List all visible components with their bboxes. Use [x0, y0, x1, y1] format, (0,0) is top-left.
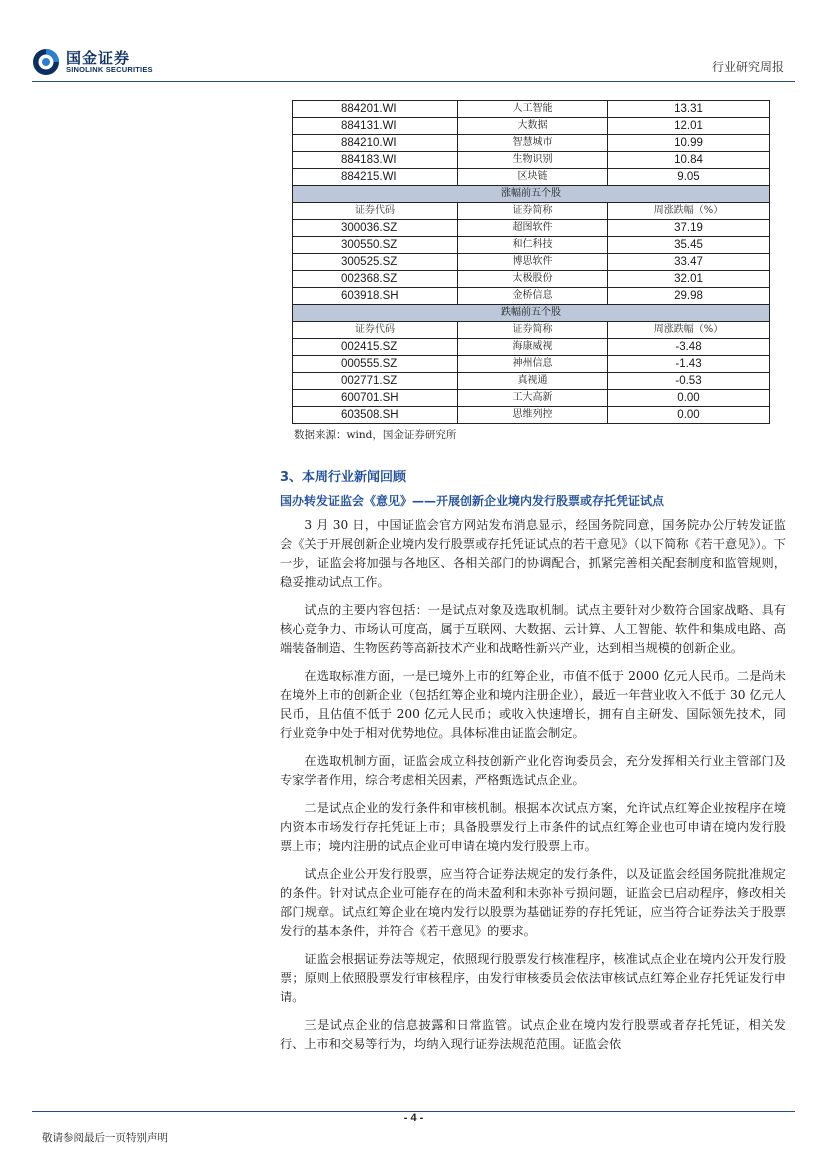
table-row	[293, 407, 770, 424]
table-cell: 大数据	[458, 118, 608, 135]
table-cell: 884131.WI	[293, 118, 458, 135]
paragraph: 3 月 30 日，中国证监会官方网站发布消息显示，经国务院同意，国务院办公厅转发证监会《关于开展创新企业境内发行股票或存托凭证试点的若干意见》（以下简称《若干意见》）。下一步，证监会将加强与各地区、各相关部门的协调配合，抓紧完善相关配套制度和监管规则，稳妥推动试点工作。	[280, 518, 786, 589]
table-cell: 0.00	[608, 390, 770, 407]
table-row	[293, 390, 770, 407]
table-cell: -1.43	[608, 356, 770, 373]
table-section-header	[293, 305, 770, 322]
table-cell: 博思软件	[458, 254, 608, 271]
table-cell: 300036.SZ	[293, 220, 458, 237]
sinolink-logo-icon	[32, 48, 60, 76]
table-cell: 证券简称	[458, 322, 608, 339]
table-row	[293, 271, 770, 288]
table-row	[293, 220, 770, 237]
table-cell: 000555.SZ	[293, 356, 458, 373]
table-cell: 0.00	[608, 407, 770, 424]
logo-text-cn: 国金证券	[66, 49, 131, 67]
table-cell: 智慧城市	[458, 135, 608, 152]
table-cell: 32.01	[608, 271, 770, 288]
table-cell: 生物识别	[458, 152, 608, 169]
paragraph: 二是试点企业的发行条件和审核机制。根据本次试点方案，允许试点红筹企业按程序在境内资本市场发行存托凭证上市；具备股票发行上市条件的试点红筹企业也可申请在境内发行股票上市；境内注册的试点企业可申请在境内发行股票上市。	[280, 801, 786, 853]
table-cell: 884215.WI	[293, 169, 458, 186]
table-row	[293, 237, 770, 254]
table-cell: 思维列控	[458, 407, 608, 424]
table-cell: 884201.WI	[293, 101, 458, 118]
stock-performance-table	[292, 100, 770, 424]
table-cell: 35.45	[608, 237, 770, 254]
table-cell: 神州信息	[458, 356, 608, 373]
table-column-headers	[293, 322, 770, 339]
table-cell: 周涨跌幅（%）	[608, 203, 770, 220]
table-cell: 884183.WI	[293, 152, 458, 169]
table-cell: 10.99	[608, 135, 770, 152]
header-divider	[32, 81, 795, 82]
table-row	[293, 254, 770, 271]
table-cell: 证券代码	[293, 203, 458, 220]
report-type-label: 行业研究周报	[711, 60, 784, 74]
table-cell: -3.48	[608, 339, 770, 356]
table-cell: 002368.SZ	[293, 271, 458, 288]
page-number: - 4 -	[403, 1112, 424, 1124]
table-row	[293, 152, 770, 169]
table-cell: 和仁科技	[458, 237, 608, 254]
table-cell: 29.98	[608, 288, 770, 305]
table-cell: 超图软件	[458, 220, 608, 237]
table-section-header	[293, 186, 770, 203]
table-cell: 33.47	[608, 254, 770, 271]
section-title: 3、本周行业新闻回顾	[280, 470, 407, 485]
table-row	[293, 356, 770, 373]
disclaimer-note: 敬请参阅最后一页特别声明	[42, 1132, 168, 1144]
table-cell: 300550.SZ	[293, 237, 458, 254]
article-body	[280, 516, 786, 1063]
section-header-cell: 跌幅前五个股	[293, 305, 770, 322]
table-cell: 37.19	[608, 220, 770, 237]
table-cell: 603918.SH	[293, 288, 458, 305]
table-cell: 002771.SZ	[293, 373, 458, 390]
news-subtitle: 国办转发证监会《意见》——开展创新企业境内发行股票或存托凭证试点	[280, 494, 665, 508]
table-row	[293, 101, 770, 118]
table-row	[293, 169, 770, 186]
table-cell: 13.31	[608, 101, 770, 118]
paragraph: 在选取标准方面，一是已境外上市的红筹企业，市值不低于 2000 亿元人民币。二是尚未在境外上市的创新企业（包括红筹企业和境内注册企业），最近一年营业收入不低于 30 亿元人民币，且估值不低于 200 亿元人民币；或收入快速增长，拥有自主研发、国际领先技术，同行业竞争中处于相对优势地位。具体标准由证监会制定。	[280, 669, 786, 740]
table-cell: 周涨跌幅（%）	[608, 322, 770, 339]
company-logo	[32, 46, 162, 78]
table-cell: 600701.SH	[293, 390, 458, 407]
data-source-note: 数据来源：wind，国金证券研究所	[294, 429, 457, 441]
paragraph: 三是试点企业的信息披露和日常监管。试点企业在境内发行股票或者存托凭证，相关发行、上市和交易等行为，均纳入现行证券法规范范围。证监会依	[280, 1018, 786, 1051]
logo-text-en: SINOLINK SECURITIES	[66, 65, 153, 74]
paragraph: 在选取机制方面，证监会成立科技创新产业化咨询委员会，充分发挥相关行业主管部门及专家学者作用，综合考虑相关因素，严格甄选试点企业。	[280, 754, 786, 787]
paragraph: 试点企业公开发行股票，应当符合证券法规定的发行条件，以及证监会经国务院批准规定的条件。针对试点企业可能存在的尚未盈利和未弥补亏损问题，证监会已启动程序，修改相关部门规章。试点红筹企业在境内发行以股票为基础证券的存托凭证，应当符合证券法关于股票发行的基本条件，并符合《若干意见》的要求。	[280, 867, 786, 938]
paragraph: 试点的主要内容包括：一是试点对象及选取机制。试点主要针对少数符合国家战略、具有核心竞争力、市场认可度高，属于互联网、大数据、云计算、人工智能、软件和集成电路、高端装备制造、生物医药等高新技术产业和战略性新兴产业，达到相当规模的创新企业。	[280, 603, 786, 655]
table-cell: 工大高新	[458, 390, 608, 407]
table-row	[293, 118, 770, 135]
table-cell: 人工智能	[458, 101, 608, 118]
table-cell: 002415.SZ	[293, 339, 458, 356]
table-cell: 区块链	[458, 169, 608, 186]
table-cell: 603508.SH	[293, 407, 458, 424]
table-row	[293, 135, 770, 152]
table-cell: 金桥信息	[458, 288, 608, 305]
table-column-headers	[293, 203, 770, 220]
table-cell: 证券代码	[293, 322, 458, 339]
table-row	[293, 288, 770, 305]
table-cell: -0.53	[608, 373, 770, 390]
table-cell: 12.01	[608, 118, 770, 135]
table-row	[293, 373, 770, 390]
table-cell: 太极股份	[458, 271, 608, 288]
table-cell: 真视通	[458, 373, 608, 390]
table-row	[293, 339, 770, 356]
table-cell: 9.05	[608, 169, 770, 186]
table-cell: 海康威视	[458, 339, 608, 356]
table-cell: 10.84	[608, 152, 770, 169]
section-header-cell: 涨幅前五个股	[293, 186, 770, 203]
table-cell: 884210.WI	[293, 135, 458, 152]
paragraph: 证监会根据证券法等规定，依照现行股票发行核准程序，核准试点企业在境内公开发行股票；原则上依照股票发行审核程序，由发行审核委员会依法审核试点红筹企业存托凭证发行申请。	[280, 952, 786, 1004]
table-cell: 证券简称	[458, 203, 608, 220]
table-cell: 300525.SZ	[293, 254, 458, 271]
